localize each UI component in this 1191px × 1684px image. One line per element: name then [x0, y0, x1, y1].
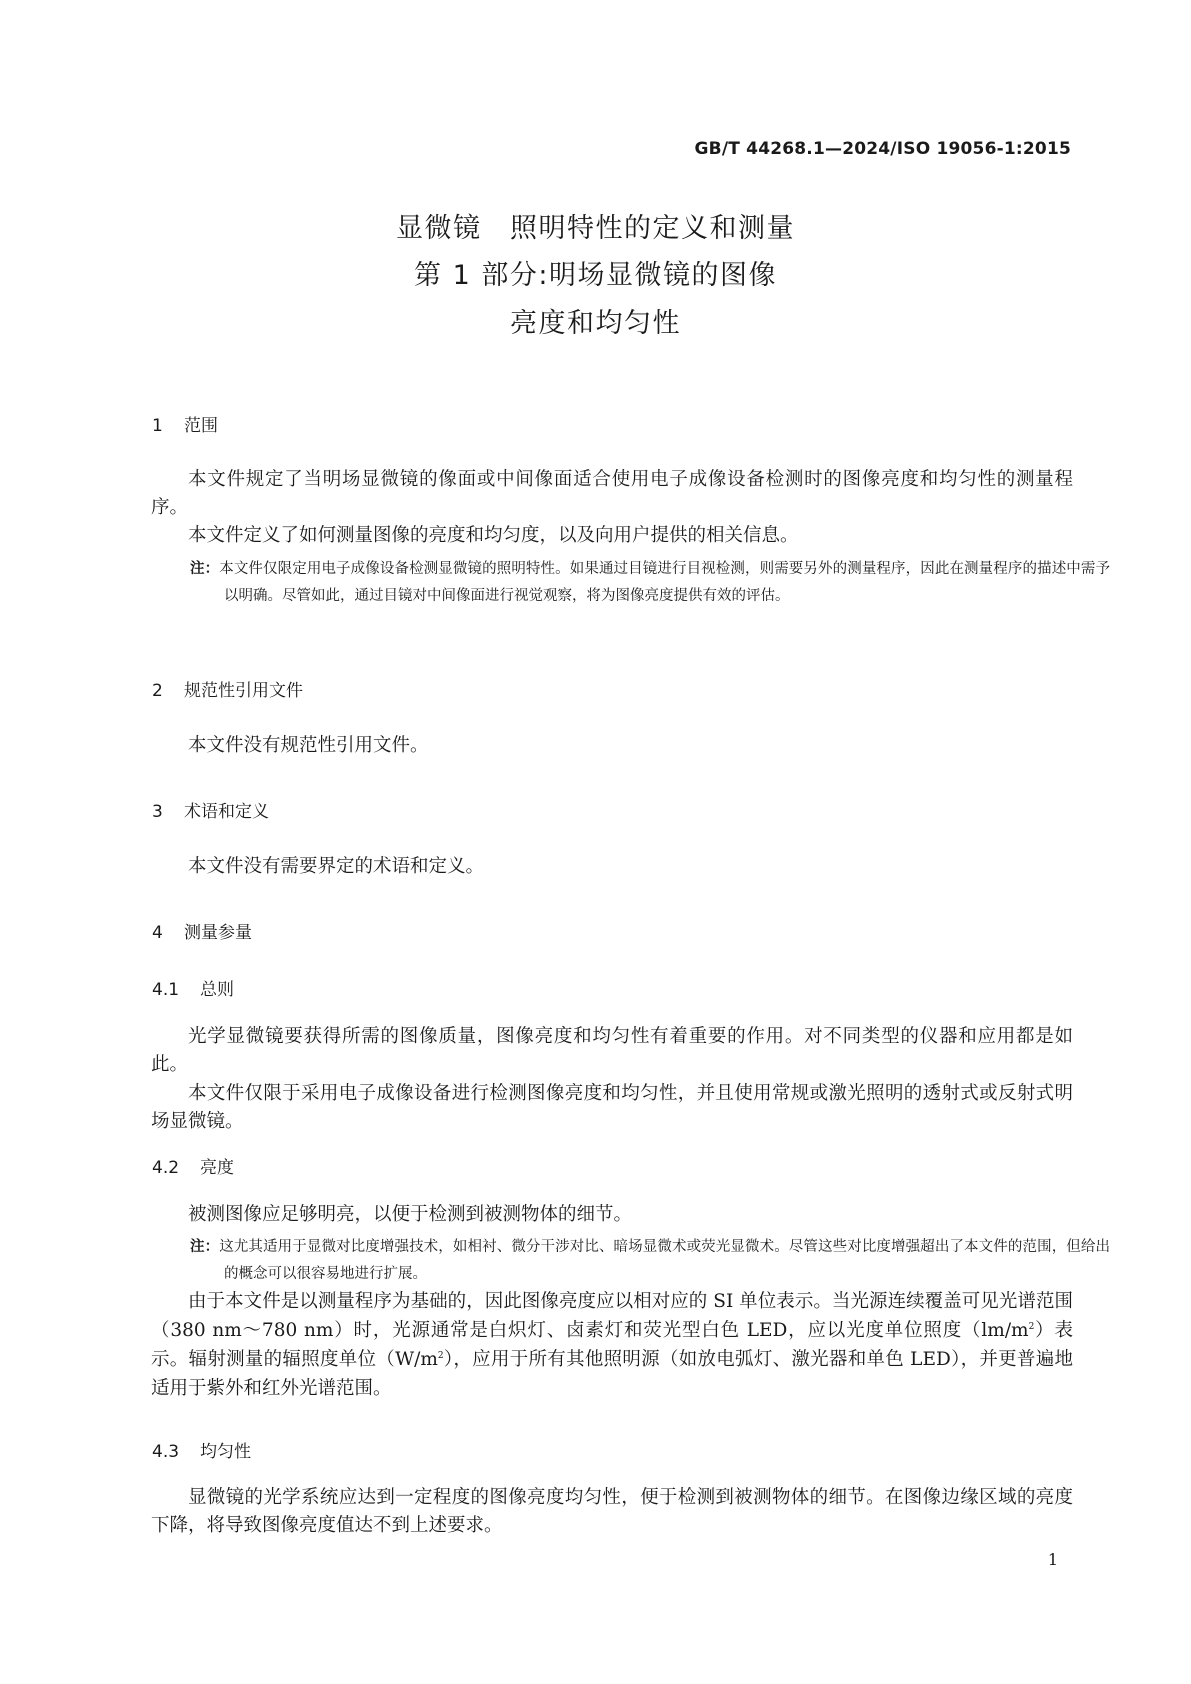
section-1-heading	[152, 411, 218, 436]
section-title: 均匀性	[200, 1442, 251, 1462]
section-2-heading	[152, 676, 303, 701]
superscript: 2	[437, 1350, 444, 1361]
document-title-line-1: 显微镜 照明特性的定义和测量	[396, 213, 795, 244]
section-1-note	[190, 556, 1110, 609]
section-number: 4.1	[152, 980, 180, 1000]
section-title: 规范性引用文件	[184, 681, 303, 701]
section-number: 2	[152, 681, 163, 701]
section-1-paragraph-1: 本文件规定了当明场显微镜的像面或中间像面适合使用电子成像设备检测时的图像亮度和均匀性的测量程序。	[151, 469, 1073, 518]
section-3-heading	[152, 797, 269, 822]
section-number: 3	[152, 802, 163, 822]
section-4-2-note	[190, 1234, 1110, 1287]
section-4-1-paragraph-2: 本文件仅限于采用电子成像设备进行检测图像亮度和均匀性，并且使用常规或激光照明的透射式或反射式明场显微镜。	[151, 1083, 1073, 1132]
text-run: 由于本文件是以测量程序为基础的，因此图像亮度应以相对应的 SI 单位表示。当光源连续覆盖可见光谱范围（380 nm～780 nm）时，光源通常是白炽灯、卤素灯和荧光型白色 LED，应以光度单位照度（lm/m	[151, 1291, 1073, 1341]
section-4-2-paragraph-1: 被测图像应足够明亮，以便于检测到被测物体的细节。	[188, 1204, 633, 1225]
section-3-paragraph-1: 本文件没有需要界定的术语和定义。	[188, 856, 485, 877]
standard-code: GB/T 44268.1—2024/ISO 19056-1:2015	[694, 139, 1071, 159]
section-4-2-heading	[152, 1153, 234, 1178]
document-title-line-3: 亮度和均匀性	[510, 308, 681, 339]
section-4-1-paragraph-1: 光学显微镜要获得所需的图像质量，图像亮度和均匀性有着重要的作用。对不同类型的仪器和应用都是如此。	[151, 1026, 1073, 1075]
section-4-3-paragraph-1: 显微镜的光学系统应达到一定程度的图像亮度均匀性，便于检测到被测物体的细节。在图像边缘区域的亮度下降，将导致图像亮度值达不到上述要求。	[151, 1487, 1073, 1536]
section-number: 1	[152, 416, 163, 436]
note-label: 注：	[190, 1239, 220, 1255]
superscript: 2	[1028, 1321, 1035, 1332]
section-1-paragraph-2: 本文件定义了如何测量图像的亮度和均匀度，以及向用户提供的相关信息。	[188, 525, 799, 546]
section-number: 4.3	[152, 1442, 180, 1462]
document-title-line-2: 第 1 部分:明场显微镜的图像	[414, 260, 777, 291]
section-title: 术语和定义	[184, 802, 269, 822]
section-number: 4	[152, 923, 163, 943]
section-4-2-paragraph-2	[151, 1287, 1073, 1403]
section-number: 4.2	[152, 1158, 180, 1178]
section-title: 亮度	[200, 1158, 234, 1178]
section-4-1-heading	[152, 975, 234, 1000]
section-4-3-heading	[152, 1437, 251, 1462]
text-run: ），应用于所有其他照明源（如放电弧灯、激光器和单色 LED），并更普遍地适用于紫外和红外光谱范围。	[151, 1349, 1073, 1399]
section-title: 总则	[200, 980, 234, 1000]
section-title: 范围	[184, 416, 218, 436]
section-title: 测量参量	[184, 923, 252, 943]
section-4-heading	[152, 918, 252, 943]
note-text: 这尤其适用于显微对比度增强技术，如相衬、微分干涉对比、暗场显微术或荧光显微术。尽管这些对比度增强超出了本文件的范围，但给出的概念可以很容易地进行扩展。	[219, 1239, 1111, 1282]
text-run: ）表示。辐射测量的辐照度单位（W/m	[151, 1320, 1073, 1370]
note-label: 注：	[190, 561, 220, 577]
note-text: 本文件仅限定用电子成像设备检测显微镜的照明特性。如果通过目镜进行目视检测，则需要另外的测量程序，因此在测量程序的描述中需予以明确。尽管如此，通过目镜对中间像面进行视觉观察，将为图像亮度提供有效的评估。	[219, 561, 1111, 604]
page-number: 1	[1047, 1550, 1058, 1569]
section-2-paragraph-1: 本文件没有规范性引用文件。	[188, 735, 429, 756]
